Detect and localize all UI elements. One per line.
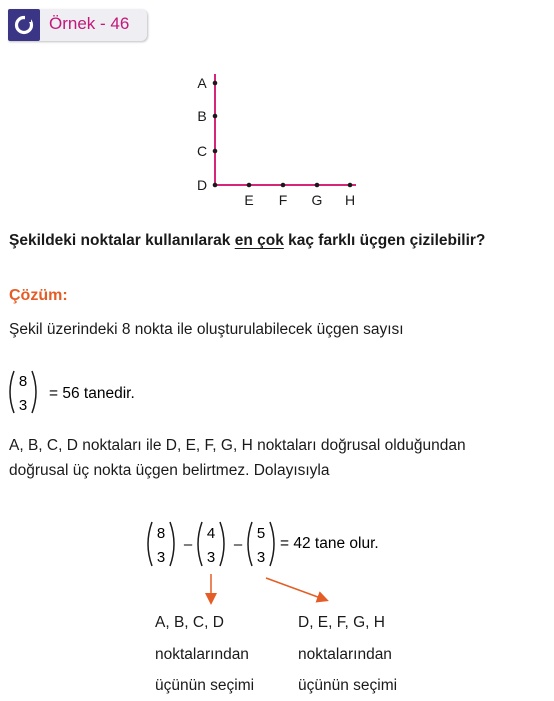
right-note-line-3: üçünün seçimi — [298, 677, 398, 694]
minus-sign: – — [233, 536, 243, 553]
point-label-B: B — [197, 108, 207, 124]
point-B — [213, 114, 218, 119]
emphasis-underline: en çok — [234, 232, 284, 249]
term-3-bottom: 3 — [256, 549, 266, 566]
term-2-top: 4 — [206, 525, 216, 542]
point-E — [247, 183, 252, 188]
point-G — [315, 183, 320, 188]
binom-bottom: 3 — [18, 397, 28, 414]
solution-line-3a: A, B, C, D noktaları ile D, E, F, G, H noktaları doğrusal olduğundan — [9, 437, 466, 454]
explanation-arrows — [150, 566, 350, 616]
point-C — [213, 149, 218, 154]
solution-line-1: Şekil üzerindeki 8 nokta ile oluşturulabilecek üçgen sayısı — [9, 321, 404, 338]
point-label-E: E — [244, 192, 254, 208]
point-label-G: G — [311, 192, 323, 208]
combination-expression — [140, 518, 430, 570]
points-figure — [190, 66, 370, 216]
minus-sign: – — [183, 536, 193, 553]
point-label-H: H — [344, 192, 356, 208]
result-42: = 42 tane olur. — [280, 535, 379, 552]
point-label-F: F — [278, 192, 288, 208]
solution-line-3b: doğrusal üç nokta üçgen belirtmez. Dolayısıyla — [9, 462, 330, 479]
example-title: Örnek - 46 — [49, 14, 130, 33]
point-label-A: A — [197, 75, 207, 91]
point-label-D: D — [196, 177, 208, 193]
term-1-top: 8 — [156, 525, 166, 542]
point-A — [213, 81, 218, 86]
term-1-bottom: 3 — [156, 549, 166, 566]
term-2-bottom: 3 — [206, 549, 216, 566]
point-D — [213, 183, 218, 188]
point-F — [281, 183, 286, 188]
ring-icon — [8, 9, 40, 41]
left-note-line-3: üçünün seçimi — [155, 677, 255, 694]
left-note-line-1: A, B, C, D — [155, 614, 224, 631]
point-label-C: C — [196, 143, 208, 159]
right-note-line-2: noktalarından — [298, 646, 392, 663]
right-note-line-1: D, E, F, G, H — [298, 614, 385, 631]
term-3-top: 5 — [256, 525, 266, 542]
question-text: Şekildeki noktalar kullanılarak en çok kaç farklı üçgen çizilebilir? — [9, 232, 486, 249]
binom-top: 8 — [18, 373, 28, 390]
solution-heading: Çözüm: — [9, 287, 68, 304]
binomial-56 — [4, 368, 174, 416]
arrow-right — [266, 578, 326, 600]
point-H — [348, 183, 353, 188]
left-note-line-2: noktalarından — [155, 646, 249, 663]
result-56: = 56 tanedir. — [49, 385, 135, 402]
